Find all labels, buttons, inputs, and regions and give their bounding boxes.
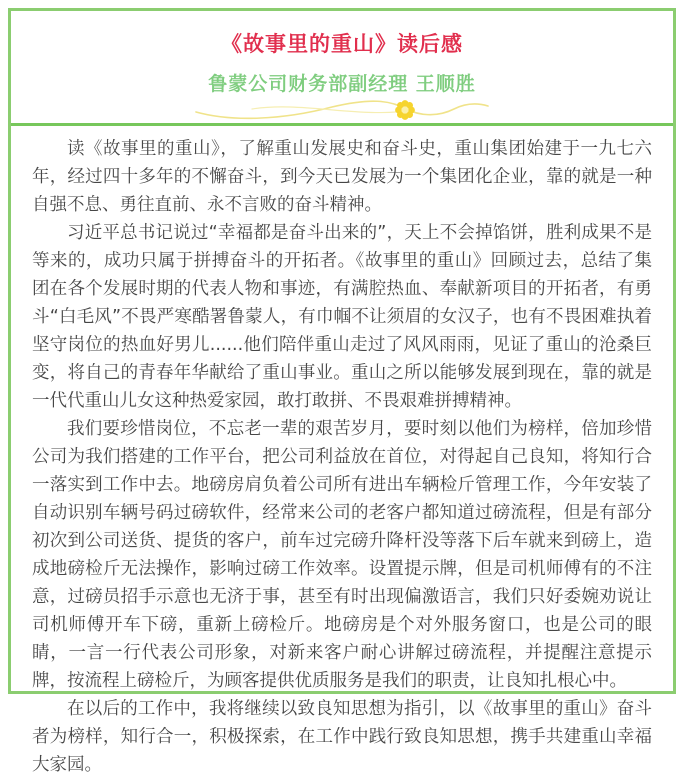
- flower-icon: [395, 100, 415, 120]
- article-header: [11, 11, 673, 123]
- article-byline: 鲁蒙公司财务部副经理 王顺胜: [11, 69, 673, 96]
- body-paragraph: 读《故事里的重山》，了解重山发展史和奋斗史，重山集团始建于一九七六年，经过四十多年的不懈奋斗，到今天已发展为一个集团化企业，靠的就是一种自强不息、勇往直前、永不言败的奋斗精神。: [32, 135, 652, 219]
- article-body: [11, 126, 673, 779]
- header-decoration: [11, 97, 673, 123]
- article-title: 《故事里的重山》读后感: [11, 28, 673, 58]
- page-frame: [8, 8, 676, 694]
- body-paragraph: 我们要珍惜岗位，不忘老一辈的艰苦岁月，要时刻以他们为榜样，倍加珍惜公司为我们搭建的工作平台，把公司利益放在首位，对得起自己良知，将知行合一落实到工作中去。地磅房肩负着公司所有进出车辆检斤管理工作，今年安装了自动识别车辆号码过磅软件，经常来公司的老客户都知道过磅流程，但是有部分初次到公司送货、提货的客户，前车过完磅升降杆没等落下后车就来到磅上，造成地磅检斤无法操作，影响过磅工作效率。设置提示牌，但是司机师傅有的不注意，过磅员招手示意也无济于事，甚至有时出现偏激语言，我们只好委婉劝说让司机师傅开车下磅，重新上磅检斤。地磅房是个对外服务窗口，也是公司的眼睛，一言一行代表公司形象，对新来客户耐心讲解过磅流程，并提醒注意提示牌，按流程上磅检斤，为顾客提供优质服务是我们的职责，让良知扎根心中。: [32, 415, 652, 695]
- squiggle-flower-icon: [192, 97, 492, 123]
- body-paragraph: 在以后的工作中，我将继续以致良知思想为指引，以《故事里的重山》奋斗者为榜样，知行合一，积极探索，在工作中践行致良知思想，携手共建重山幸福大家园。: [32, 695, 652, 779]
- body-paragraph: 习近平总书记说过“幸福都是奋斗出来的”，天上不会掉馅饼，胜利成果不是等来的，成功只属于拼搏奋斗的开拓者。《故事里的重山》回顾过去，总结了集团在各个发展时期的代表人物和事迹，有满腔热血、奉献新项目的开拓者，有勇斗“白毛风”不畏严寒酷署鲁蒙人，有巾帼不让须眉的女汉子，也有不畏困难执着坚守岗位的热血好男儿......他们陪伴重山走过了风风雨雨，见证了重山的沧桑巨变，将自己的青春年华献给了重山事业。重山之所以能够发展到现在，靠的就是一代代重山儿女这种热爱家园，敢打敢拼、不畏艰难拼搏精神。: [32, 219, 652, 415]
